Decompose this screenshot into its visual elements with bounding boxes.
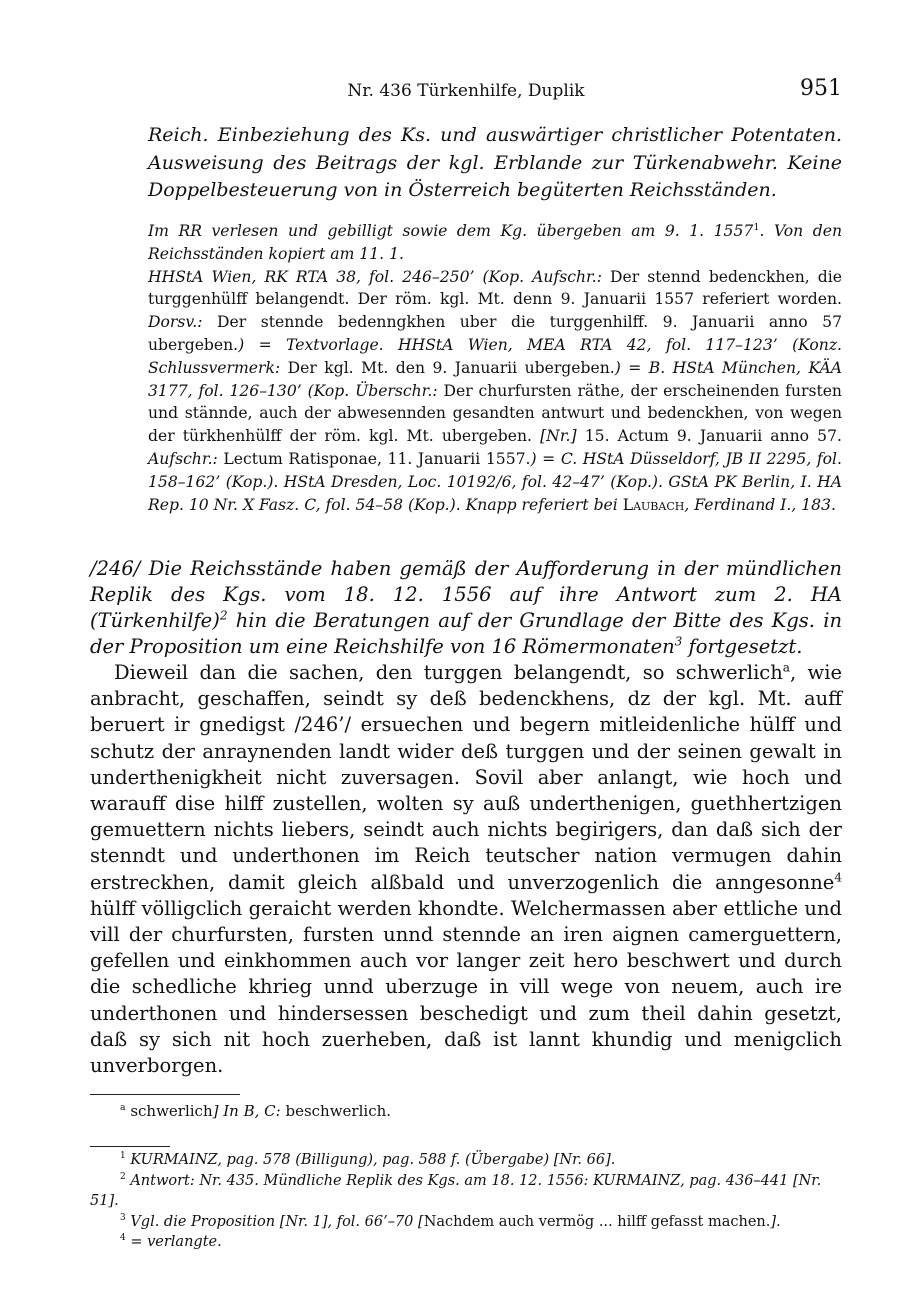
main-text-3: hülff völligclich geraicht werden khondte. Welchermassen aber ettliche und vill der churfursten, fursten unnd stennde an iren aignen camerguettern, gefellen und einkhommen auch vor langer zeit hero beschwert und durch die schedliche khrieg unnd uberzuge in vill wege von neuem, auch ire underthonen und hindersessen beschedigt und zum theil dahin gesetzt, daß sy sich nit hoch zuerheben, daß ist lannt khundig und menigclich unverborgen.: [90, 896, 842, 1078]
main-text-2: , wie anbracht, geschaffen, seindt sy deß bedenckhens, dz der kgl. Mt. auff beruert ir gnedigst /246’/ ersuechen und begern mitleidenliche hülff und schutz der anraynenden landt wider deß turggen und der seinen gewalt in underthenigkheit nicht zuversagen. Sovil aber anlangt, wie hoch und warauff dise hilff zustellen, wolten sy auß underthenigen, guethhertzigen gemuettern nichts liebers, seindt auch nichts begirigers, dan daß sich der stenndt und underthonen im Reich teutscher nation vermugen dahin erstreckhen, damit gleich alßbald und unverzogenlich die anngesonne: [90, 661, 843, 894]
archive-ref-wien: HHStA Wien, RK RTA 38, fol. 246–250’ (Kop. Aufschr.:: [148, 267, 602, 286]
running-title: Nr. 436 Türkenhilfe, Duplik: [347, 81, 585, 101]
literature-ref: , Ferdinand I., 183.: [684, 495, 836, 514]
commentary-footnotes: [90, 1150, 842, 1253]
regest-summary: Reich. Einbeziehung des Ks. und auswärtiger christlicher Potentaten. Ausweisung des Beitrags der kgl. Erblande zur Türkenabwehr. Keine Doppelbesteuerung von in Österreich begüterten Reichsständen.: [148, 124, 842, 201]
source-reading-text: Im RR verlesen und gebilligt sowie dem Kg. übergeben am 9. 1. 1557: [148, 222, 754, 240]
textual-footnote-a: [120, 1102, 842, 1120]
footnote-text: Antwort: Nr. 435. Mündliche Replik des Kgs. am 18. 12. 1556: KURMAINZ, pag. 436–441 [Nr. 51].: [90, 1172, 822, 1209]
archive-ref-mea: ) = Textvorlage. HHStA Wien, MEA RTA 42, fol. 117–123’ (Konz. Schlussvermerk:: [148, 335, 842, 377]
footnote-a-witnesses: ] In B, C:: [212, 1102, 281, 1120]
footnote-a-variant: beschwerlich.: [280, 1102, 392, 1120]
footnote-1: [90, 1150, 842, 1171]
intro-text-1: /246/ Die Reichsstände haben gemäß der Aufforderung in der mündlichen Replik des Kgs. vom 18. 12. 1556 auf ihre Antwort zum 2. HA (Türkenhilfe): [90, 557, 842, 632]
footnote-rule-commentary: [90, 1146, 170, 1147]
running-header: [90, 78, 842, 108]
archive-quote-5: 15. Actum 9. Januarii anno 57.: [576, 427, 842, 446]
footnote-text: KURMAINZ, pag. 578 (Billigung), pag. 588 f. (Übergabe) [Nr. 66].: [125, 1152, 616, 1168]
main-text-1: Dieweil dan die sachen, den turggen belangendt, so schwerlich: [114, 661, 783, 684]
archive-quote-1: Der stennd bedenckhen, die turggenhülff belangendt. Der röm. kgl. Mt. denn 9. Januarii 1557 referiert worden.: [148, 267, 842, 309]
archive-ref-others: ) = C. HStA Düsseldorf, JB II 2295, fol. 158–162’ (Kop.). HStA Dresden, Loc. 10192/6, fol. 42–47’ (Kop.). GStA PK Berlin, I. HA Rep. 10 Nr. X Fasz. C, fol. 54–58 (Kop.). Knapp referiert bei: [148, 449, 843, 514]
intro-text-2: hin die Beratungen auf der Grundlage der Bitte des Kgs. in der Proposition um eine Reichshilfe von 16 Römermonaten: [90, 609, 842, 658]
archive-label-nr: [Nr.]: [540, 427, 577, 446]
archive-label-aufschr: Aufschr.:: [148, 449, 218, 468]
source-apparatus: [148, 220, 842, 516]
footnote-number: 2: [120, 1171, 126, 1182]
archive-quote-2: Der stennde bedenngkhen uber die turggenhilff. 9. Januarii anno 57 ubergeben.: [148, 313, 842, 354]
footnote-a-mark: a: [120, 1102, 126, 1113]
page-number: 951: [800, 76, 842, 101]
footnote-2: [90, 1171, 842, 1212]
source-archive-list: [148, 266, 842, 517]
footnote-number: 3: [120, 1212, 126, 1223]
footnote-number: 4: [120, 1233, 126, 1244]
footnote-text-end: ].: [770, 1213, 781, 1230]
editor-introduction: [90, 556, 842, 660]
footnote-ref-4: 4: [834, 870, 842, 885]
archive-quote-6: Lectum Ratisponae, 11. Januarii 1557.: [217, 449, 531, 468]
source-reading-text-2: . Von den Reichsständen kopiert am 11. 1.: [148, 222, 842, 263]
footnote-3: [90, 1212, 842, 1233]
footnote-4: [90, 1232, 842, 1253]
author-laubach: Laubach: [622, 495, 685, 514]
archive-label-dorsv: Dorsv.:: [148, 313, 203, 332]
archive-quote-4: Der churfursten räthe, der erscheinenden fursten und stännde, auch der abwesennden gesandten antwurt und bedenckhen, von wegen der türkhenhülff der röm. kgl. Mt. ubergeben.: [148, 381, 842, 446]
footnote-ref-a: a: [782, 660, 790, 675]
archive-quote-3: Der kgl. Mt. den 9. Januarii ubergeben.: [280, 358, 615, 377]
footnote-ref-1: 1: [753, 221, 760, 233]
footnote-text: Vgl. die Proposition [Nr. 1], fol. 66’–70 [: [125, 1213, 424, 1230]
footnote-rule-textual: [90, 1094, 240, 1095]
archive-ref-muenchen: ) = B. HStA München, KÄA 3177, fol. 126–130’ (Kop. Überschr.:: [148, 358, 842, 400]
intro-text-3: fortgesetzt.: [682, 635, 803, 658]
footnote-quote: Nachdem auch vermög ... hilff gefasst machen.: [423, 1213, 771, 1230]
footnote-ref-2: 2: [219, 608, 228, 623]
source-reading-note: [148, 220, 842, 266]
footnote-ref-3: 3: [674, 634, 683, 649]
footnote-a-lemma: schwerlich: [125, 1102, 213, 1120]
footnote-text: = verlangte.: [125, 1234, 222, 1250]
main-text-paragraph: [90, 660, 842, 1079]
footnote-number: 1: [120, 1151, 126, 1162]
